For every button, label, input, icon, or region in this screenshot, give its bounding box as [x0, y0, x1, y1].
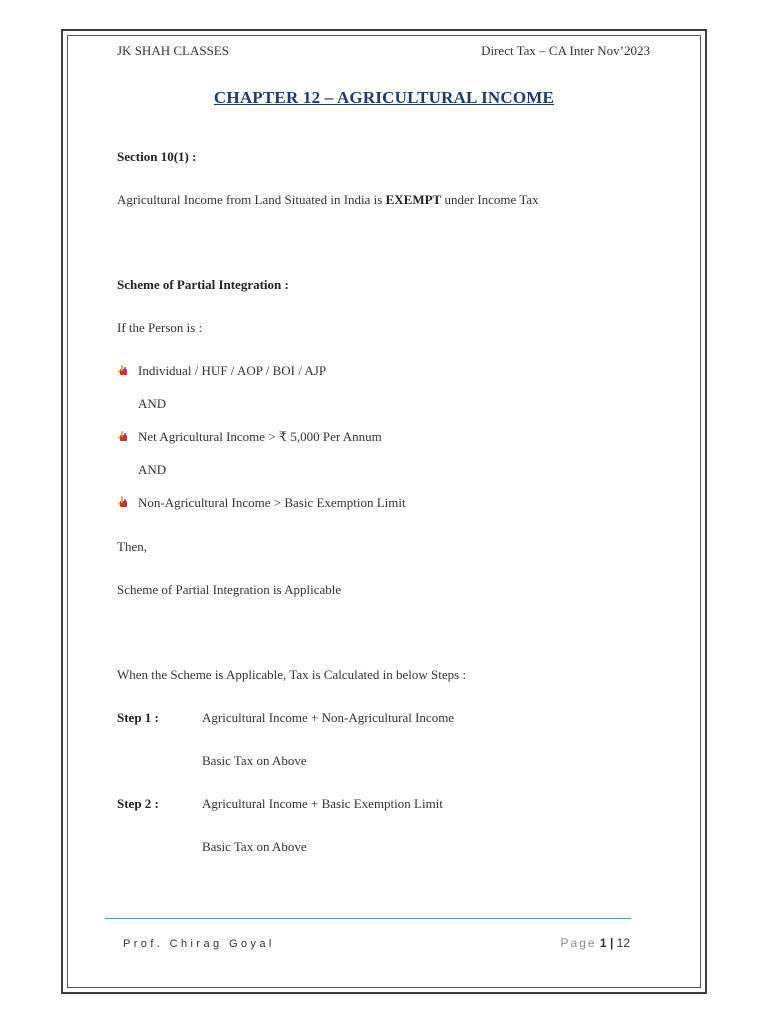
page-current: 1: [599, 936, 607, 950]
page-word: Page: [560, 936, 597, 950]
chapter-title: CHAPTER 12 – AGRICULTURAL INCOME: [213, 88, 555, 107]
condition-text: Individual / HUF / AOP / BOI / AJP: [138, 363, 327, 378]
scheme-heading: Scheme of Partial Integration :: [117, 277, 289, 292]
section-text: [117, 192, 539, 208]
page-total: 12: [616, 936, 630, 950]
page-number: [561, 936, 630, 950]
step-line: Agricultural Income + Basic Exemption Limit: [202, 796, 443, 811]
section-text-after: under Income Tax: [441, 192, 539, 207]
condition-text: Non-Agricultural Income > Basic Exemption Limit: [138, 495, 406, 510]
hand-pointer-icon: [117, 430, 129, 442]
section-text-before: Agricultural Income from Land Situated in India is: [117, 192, 386, 207]
step-line: Basic Tax on Above: [202, 753, 307, 768]
condition-item: [117, 495, 406, 511]
then-text: Then,: [117, 539, 147, 554]
and-label: AND: [138, 396, 167, 411]
exempt-text: EXEMPT: [385, 192, 442, 207]
footer-author: Prof. Chirag Goyal: [123, 938, 275, 950]
steps-intro: When the Scheme is Applicable, Tax is Calculated in below Steps :: [117, 667, 467, 682]
hand-pointer-icon: [117, 496, 129, 508]
condition-item: [117, 429, 382, 445]
header-right: Direct Tax – CA Inter Nov’2023: [481, 43, 650, 58]
footer-divider: [105, 918, 631, 919]
condition-text: Net Agricultural Income > ₹ 5,000 Per Annum: [138, 429, 382, 444]
scheme-conclusion: Scheme of Partial Integration is Applicable: [117, 582, 342, 597]
scheme-intro: If the Person is :: [117, 320, 203, 335]
step-label: Step 1 :: [117, 710, 159, 725]
section-heading: Section 10(1) :: [117, 149, 197, 164]
step-line: Basic Tax on Above: [202, 839, 307, 854]
page-border-inner: [67, 35, 701, 988]
page-separator: |: [609, 936, 614, 950]
step-label: Step 2 :: [117, 796, 159, 811]
step-line: Agricultural Income + Non-Agricultural Income: [202, 710, 455, 725]
and-label: AND: [138, 462, 167, 477]
condition-item: [117, 363, 326, 379]
hand-pointer-icon: [117, 364, 129, 376]
header-left: JK SHAH CLASSES: [117, 43, 229, 58]
